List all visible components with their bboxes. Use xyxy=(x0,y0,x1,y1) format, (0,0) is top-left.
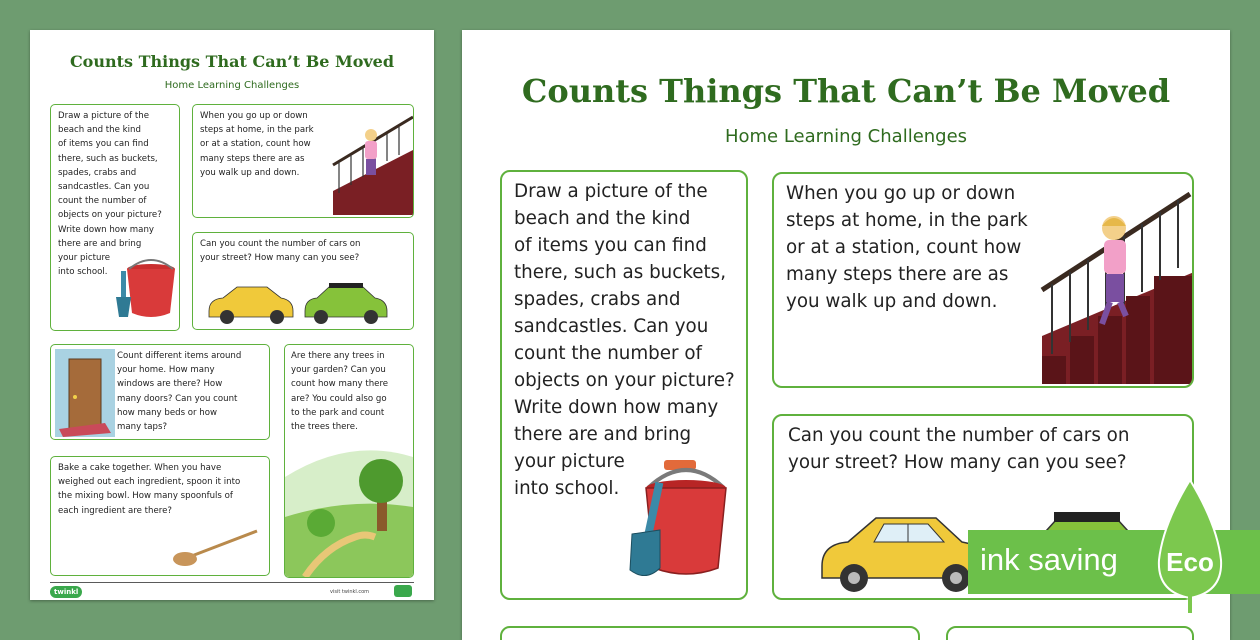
worksheet-preview[interactable] xyxy=(30,30,434,600)
cars-illustration xyxy=(203,281,403,325)
eco-label: Eco xyxy=(1166,547,1214,577)
footer-url: visit twinkl.com xyxy=(330,589,370,595)
preview-card-beach-text: Draw a picture of the beach and the kind of items you can find there, such as buckets, spades, crabs and sandcastles. Can you count the number of objects on your picture? Write down how many there are and bring your picture into school. xyxy=(58,111,162,278)
preview-card-trees-text: Are there any trees in your garden? Can you count how many there are? You could also go to the park and count the trees there. xyxy=(291,351,389,433)
card-beach xyxy=(500,170,748,600)
card-cars-text: Can you count the number of cars on your street? How many can you see? xyxy=(788,425,1130,473)
footer-badge-icon xyxy=(394,585,412,597)
ink-saving-label: ink saving xyxy=(980,542,1118,577)
preview-card-home xyxy=(50,344,270,440)
staircase-illustration xyxy=(1040,186,1194,386)
preview-card-cake-text: Bake a cake together. When you have weighed out each ingredient, spoon it into the mixing bowl. How many spoonfuls of each ingredient are there? xyxy=(58,463,241,516)
preview-title: Counts Things That Can’t Be Moved xyxy=(69,52,395,71)
preview-card-beach xyxy=(50,104,180,331)
bucket-spade-illustration xyxy=(115,255,177,325)
bucket-spade-illustration xyxy=(626,458,746,590)
preview-card-cake xyxy=(50,456,270,576)
preview-card-cars-text: Can you count the number of cars on your street? How many can you see? xyxy=(200,239,361,264)
card-steps-text: When you go up or down steps at home, in the park or at a station, count how many steps there are as you walk up and down. xyxy=(786,183,1028,312)
card-steps xyxy=(772,172,1194,388)
preview-card-steps xyxy=(192,104,414,218)
wooden-spoon-illustration xyxy=(171,527,261,567)
park-tree-illustration xyxy=(285,437,413,577)
twinkl-logo: twinkl xyxy=(50,586,82,598)
preview-card-cars xyxy=(192,232,414,330)
page-subtitle: Home Learning Challenges xyxy=(724,126,968,147)
card-trees-partial xyxy=(946,626,1194,640)
preview-card-steps-text: When you go up or down steps at home, in the park or at a station, count how many steps there are as you walk up and down. xyxy=(200,111,314,178)
page-title: Counts Things That Can’t Be Moved xyxy=(521,72,1171,110)
card-home-partial xyxy=(500,626,920,640)
preview-card-home-text: Count different items around your home. How many windows are there? How many doors? Can you count how many beds or how many taps? xyxy=(117,351,242,433)
preview-subtitle: Home Learning Challenges xyxy=(164,80,300,91)
card-beach-text: Draw a picture of the beach and the kind of items you can find there, such as buckets, spades, crabs and sandcastles. Can you count the number of objects on your picture? Write down how many there are and bring your picture into school. xyxy=(514,181,735,499)
footer-divider xyxy=(50,582,414,583)
preview-card-trees xyxy=(284,344,414,578)
eco-leaf-icon xyxy=(1155,480,1225,615)
staircase-illustration xyxy=(331,109,414,218)
door-illustration xyxy=(55,349,115,439)
